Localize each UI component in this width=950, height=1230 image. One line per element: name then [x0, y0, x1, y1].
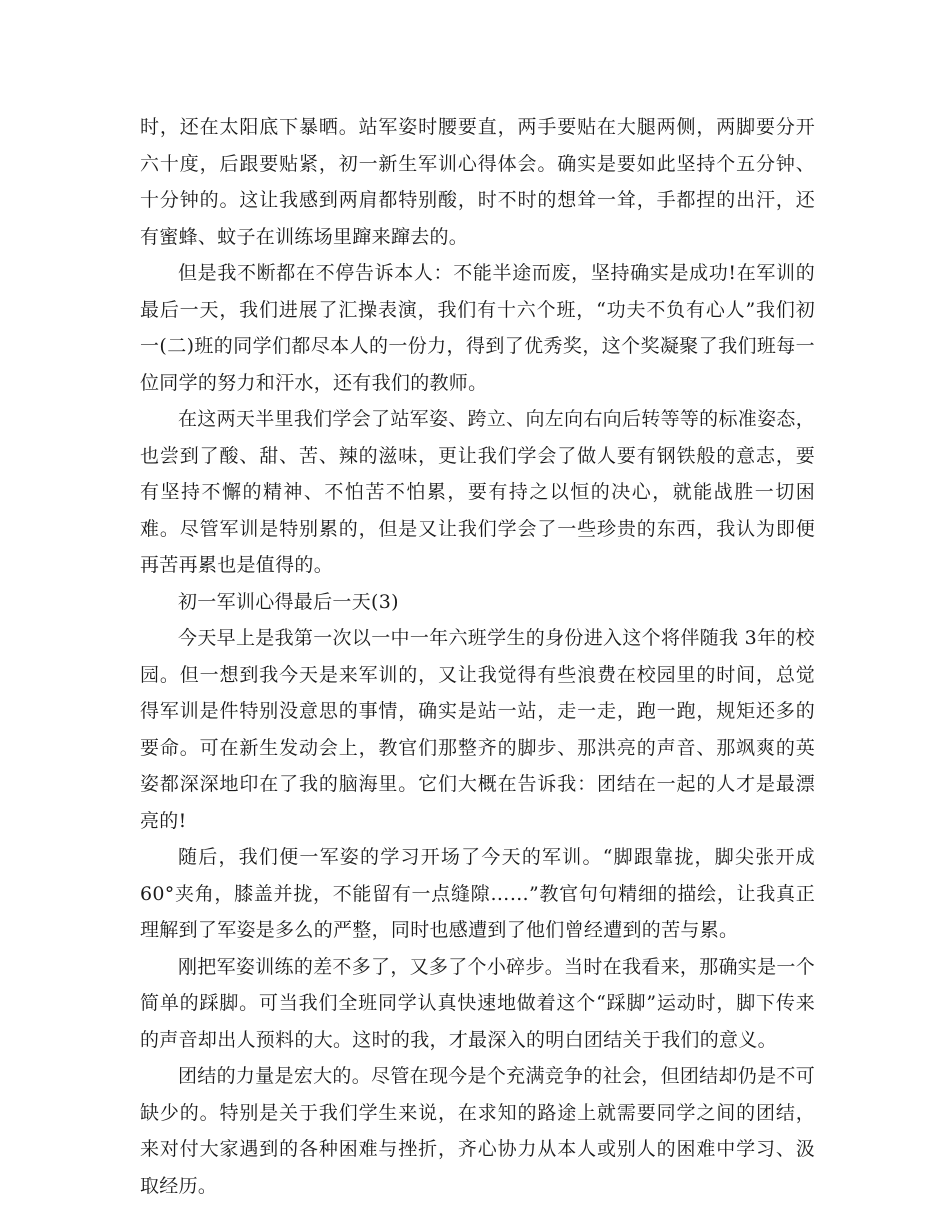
paragraph: 今天早上是我第一次以一中一年六班学生的身份进入这个将伴随我 3年的校园。但一想到我今天是来军训的，又让我觉得有些浪费在校园里的时间，总觉得军训是件特别没意思的事情，确实是站一站，走一走，跑一跑，规矩还多的要命。可在新生发动会上，教官们那整齐的脚步、那洪亮的声音、那飒爽的英姿都深深地印在了我的脑海里。它们大概在告诉我：团结在一起的人才是最漂亮的!: [140, 627, 815, 832]
section-heading: 初一军训心得最后一天(3): [178, 590, 399, 613]
paragraph: 刚把军姿训练的差不多了，又多了个小碎步。当时在我看来，那确实是一个简单的踩脚。可当我们全班同学认真快速地做着这个“踩脚”运动时，脚下传来的声音却出人预料的大。这时的我，才最深入的明白团结关于我们的意义。: [140, 955, 815, 1051]
paragraph: 在这两天半里我们学会了站军姿、跨立、向左向右向后转等等的标准姿态，也尝到了酸、甜、苦、辣的滋味，更让我们学会了做人要有钢铁般的意志，要有坚持不懈的精神、不怕苦不怕累，要有持之以恒的决心，就能战胜一切困难。尽管军训是特别累的，但是又让我们学会了一些珍贵的东西，我认为即便再苦再累也是值得的。: [140, 408, 815, 576]
paragraph: 团结的力量是宏大的。尽管在现今是个充满竞争的社会，但团结却仍是不可缺少的。特别是关于我们学生来说，在求知的路途上就需要同学之间的团结，来对付大家遇到的各种困难与挫折，齐心协力从本人或别人的困难中学习、汲取经历。: [140, 1065, 815, 1197]
document-body: [140, 109, 815, 1204]
paragraph: 随后，我们便一军姿的学习开场了今天的军训。“脚跟靠拢，脚尖张开成60°夹角，膝盖并拢，不能留有一点缝隙……”教官句句精细的描绘，让我真正理解到了军姿是多么的严整，同时也感遭到了他们曾经遭到的苦与累。: [140, 846, 815, 941]
paragraph-continuation: 时，还在太阳底下暴晒。站军姿时腰要直，两手要贴在大腿两侧，两脚要分开六十度，后跟要贴紧，初一新生军训心得体会。确实是要如此坚持个五分钟、十分钟的。这让我感到两肩都特别酸，时不时的想耸一耸，手都捏的出汗，还有蜜蜂、蚊子在训练场里蹿来蹿去的。: [140, 116, 815, 248]
paragraph: 但是我不断都在不停告诉本人：不能半途而废，坚持确实是成功!在军训的最后一天，我们进展了汇操表演，我们有十六个班，“功夫不负有心人”我们初一(二)班的同学们都尽本人的一份力，得到了优秀奖，这个奖凝聚了我们班每一位同学的努力和汗水，还有我们的教师。: [140, 262, 815, 394]
